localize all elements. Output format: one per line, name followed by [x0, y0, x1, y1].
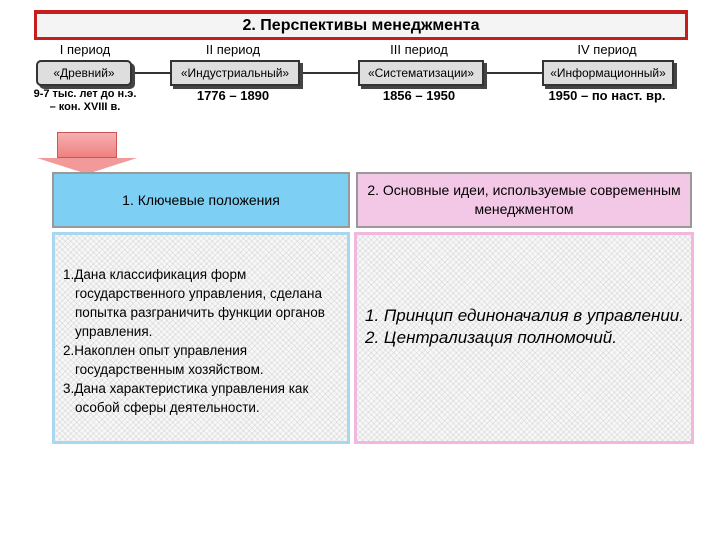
period-dates-4: 1950 – по наст. вр.: [548, 88, 666, 103]
era-name: «Древний»: [53, 66, 115, 80]
era-name: «Информационный»: [550, 66, 666, 80]
key-points-list: [63, 265, 341, 417]
main-ideas-list: [365, 305, 687, 349]
period-dates-3: 1856 – 1950: [382, 88, 456, 103]
era-box-3: [358, 60, 484, 86]
timeline-connector: [132, 72, 170, 74]
list-item: Дана характеристика управления как особой сферы деятельности.: [74, 381, 309, 415]
period-label-1: I период: [59, 42, 111, 57]
era-box-4: [542, 60, 674, 86]
main-ideas-heading: [356, 172, 692, 228]
era-box-2: [170, 60, 300, 86]
slide-title: [34, 10, 688, 40]
era-name: «Индустриальный»: [180, 66, 290, 80]
key-points-panel: [52, 232, 350, 444]
list-item: Централизация полномочий.: [383, 328, 617, 347]
key-points-heading: [52, 172, 350, 228]
period-label-3: III период: [390, 42, 448, 57]
main-ideas-heading-text: 2. Основные идеи, используемые современным менеджментом: [367, 182, 681, 217]
list-item: Принцип единоначалия в управлении.: [383, 306, 684, 325]
list-item: Накоплен опыт управления государственным хозяйством.: [74, 343, 264, 377]
list-item: Дана классификация форм государственного управления, сделана попытка разграничить функции органов управления.: [74, 267, 325, 339]
timeline-connector: [484, 72, 542, 74]
down-arrow-body: [57, 132, 117, 158]
era-name: «Систематизации»: [367, 66, 475, 80]
period-dates-1: 9-7 тыс. лет до н.э. – кон. XVIII в.: [33, 88, 137, 113]
era-box-1: [36, 60, 132, 86]
main-ideas-panel: [354, 232, 694, 444]
period-label-4: IV период: [577, 42, 637, 57]
key-points-heading-text: 1. Ключевые положения: [122, 191, 280, 208]
slide-title-text: 2. Перспективы менеджмента: [242, 17, 480, 34]
timeline-connector: [300, 72, 358, 74]
period-label-2: II период: [205, 42, 261, 57]
period-dates-2: 1776 – 1890: [196, 88, 270, 103]
